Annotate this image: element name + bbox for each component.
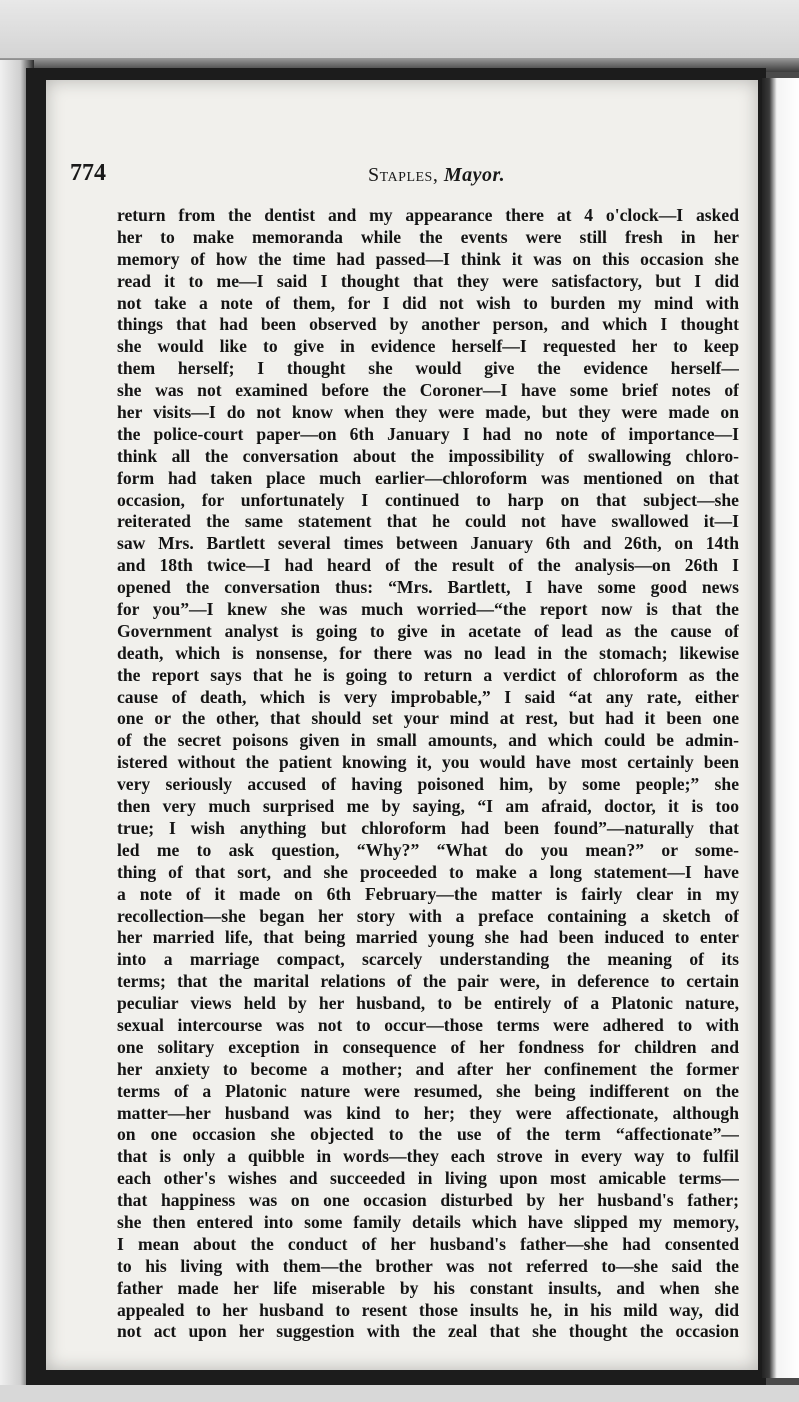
text-line: of the secret poisons given in small amounts, and which could be admin- — [117, 730, 739, 751]
text-line: a note of it made on 6th February—the matter is fairly clear in my — [117, 883, 739, 904]
text-line: Government analyst is going to give in acetate of lead as the cause of — [117, 620, 739, 641]
text-line: appealed to her husband to resent those insults he, in his mild way, did — [117, 1299, 739, 1320]
text-line: form had taken place much earlier—chloroform was mentioned on that — [117, 467, 739, 488]
text-line: her married life, that being married young she had been induced to enter — [117, 927, 739, 948]
text-line: opened the conversation thus: “Mrs. Bartlett, I have some good news — [117, 577, 739, 598]
text-line: recollection—she began her story with a preface containing a sketch of — [117, 905, 739, 926]
text-line: terms; that the marital relations of the pair were, in deference to certain — [117, 971, 739, 992]
text-line: think all the conversation about the impossibility of swallowing chloro- — [117, 445, 739, 466]
text-line: she was not examined before the Coroner—I have some brief notes of — [117, 380, 739, 401]
text-line: I mean about the conduct of her husband's father—she had consented — [117, 1233, 739, 1254]
text-line: into a marriage compact, scarcely understanding the meaning of its — [117, 949, 739, 970]
text-line: she then entered into some family details which have slipped my memory, — [117, 1211, 739, 1232]
text-line: things that had been observed by another person, and which I thought — [117, 314, 739, 335]
text-line: cause of death, which is very improbable,” I said “at any rate, either — [117, 686, 739, 707]
text-line: to his living with them—the brother was not referred to—she said the — [117, 1255, 739, 1276]
scan-bottom-strip — [0, 1385, 799, 1402]
text-line: true; I wish anything but chloroform had been found”—naturally that — [117, 817, 739, 838]
text-line: one solitary exception in consequence of her fondness for children and — [117, 1036, 739, 1057]
running-head-title: Mayor. — [443, 164, 506, 186]
text-line: not act upon her suggestion with the zeal that she thought the occasion — [117, 1321, 739, 1342]
running-head — [368, 164, 505, 187]
text-line: her visits—I do not know when they were made, but they were made on — [117, 402, 739, 423]
adjacent-page-edge — [762, 78, 799, 1378]
text-line: memory of how the time had passed—I think it was on this occasion she — [117, 248, 739, 269]
text-line: death, which is nonsense, for there was no lead in the stomach; likewise — [117, 642, 739, 663]
text-line: return from the dentist and my appearance there at 4 o'clock—I asked — [117, 205, 739, 225]
text-line: terms of a Platonic nature were resumed, she being indifferent on the — [117, 1080, 739, 1101]
text-line: the police-court paper—on 6th January I had no note of importance—I — [117, 423, 739, 444]
text-line: and 18th twice—I had heard of the result of the analysis—on 26th I — [117, 555, 739, 576]
text-line: read it to me—I said I thought that they were satisfactory, but I did — [117, 270, 739, 291]
text-line: the report says that he is going to return a verdict of chloroform as the — [117, 664, 739, 685]
text-line: very seriously accused of having poisoned him, by some people;” she — [117, 774, 739, 795]
text-line: occasion, for unfortunately I continued to harp on that subject—she — [117, 489, 739, 510]
text-line: sexual intercourse was not to occur—those terms were adhered to with — [117, 1014, 739, 1035]
text-line: one or the other, that should set your mind at rest, but had it been one — [117, 708, 739, 729]
text-line: led me to ask question, “Why?” “What do you mean?” or some- — [117, 839, 739, 860]
text-line: each other's wishes and succeeded in living upon most amicable terms— — [117, 1168, 739, 1189]
text-line: that is only a quibble in words—they each strove in every way to fulfil — [117, 1146, 739, 1167]
body-text — [117, 205, 739, 1343]
text-line: reiterated the same statement that he could not have swallowed it—I — [117, 511, 739, 532]
text-line: then very much surprised me by saying, “I am afraid, doctor, it is too — [117, 796, 739, 817]
text-line: on one occasion she objected to the use of the term “affectionate”— — [117, 1124, 739, 1145]
text-line: that happiness was on one occasion disturbed by her husband's father; — [117, 1190, 739, 1211]
page-number: 774 — [70, 160, 106, 186]
text-line: father made her life miserable by his constant insults, and when she — [117, 1277, 739, 1298]
page-header — [70, 160, 742, 190]
text-line: matter—her husband was kind to her; they were affectionate, although — [117, 1102, 739, 1123]
text-line: her to make memoranda while the events were still fresh in her — [117, 226, 739, 247]
text-line: thing of that sort, and she proceeded to make a long statement—I have — [117, 861, 739, 882]
text-line: her anxiety to become a mother; and after her confinement the former — [117, 1058, 739, 1079]
running-head-name: Staples, — [368, 164, 439, 186]
scan-top-strip — [0, 0, 799, 72]
text-line: she would like to give in evidence herself—I requested her to keep — [117, 336, 739, 357]
text-line: them herself; I thought she would give the evidence herself— — [117, 358, 739, 379]
text-line: not take a note of them, for I did not wish to burden my mind with — [117, 292, 739, 313]
text-line: for you”—I knew she was much worried—“the report now is that the — [117, 599, 739, 620]
text-line: saw Mrs. Bartlett several times between January 6th and 26th, on 14th — [117, 533, 739, 554]
text-line: istered without the patient knowing it, you would have most certainly been — [117, 752, 739, 773]
text-line: peculiar views held by her husband, to be entirely of a Platonic nature, — [117, 993, 739, 1014]
